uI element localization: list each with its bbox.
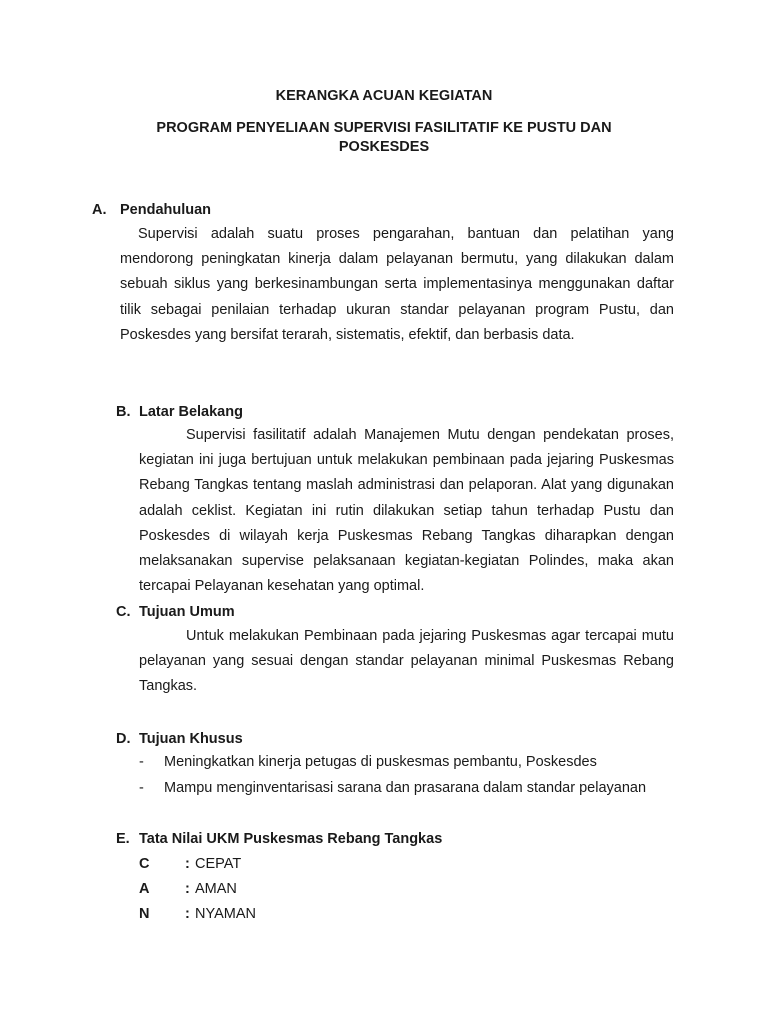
value-separator: :: [185, 906, 190, 922]
value-separator: :: [185, 881, 190, 897]
value-key: N: [139, 906, 150, 922]
section-c-title: Tujuan Umum: [139, 604, 235, 620]
value-separator: :: [185, 856, 190, 872]
section-c-paragraph: [139, 624, 674, 700]
section-d-heading: [116, 730, 243, 748]
section-c-heading: [116, 603, 235, 621]
section-d-title: Tujuan Khusus: [139, 731, 243, 747]
list-item: [139, 750, 674, 776]
section-e-heading: [116, 830, 442, 848]
section-a-title: Pendahuluan: [120, 202, 212, 218]
section-a-letter: A.: [92, 202, 107, 218]
value-text: AMAN: [195, 881, 237, 897]
section-b-letter: B.: [116, 404, 131, 420]
list-item-text: Meningkatkan kinerja petugas di puskesmas pembantu, Poskesdes: [164, 754, 597, 770]
value-text: CEPAT: [195, 856, 242, 872]
section-b-paragraph: [139, 423, 674, 599]
section-b-heading: [116, 403, 243, 421]
value-text: NYAMAN: [195, 906, 256, 922]
document-subtitle: PROGRAM PENYELIAAN SUPERVISI FASILITATIF KE PUSTU DAN POSKESDES: [156, 120, 612, 155]
section-c-body: Untuk melakukan Pembinaan pada jejaring Puskesmas agar tercapai mutu pelayanan yang sesuai dengan standar pelayanan minimal Puskesmas Rebang Tangkas.: [139, 628, 674, 695]
document-title: KERANGKA ACUAN KEGIATAN: [275, 88, 493, 104]
section-d-letter: D.: [116, 731, 131, 747]
section-c-letter: C.: [116, 604, 131, 620]
section-a-heading: [92, 201, 211, 219]
list-item-dash: -: [139, 780, 144, 796]
value-key: A: [139, 881, 150, 897]
list-item-dash: -: [139, 754, 144, 770]
section-b-title: Latar Belakang: [139, 404, 243, 420]
section-e-letter: E.: [116, 831, 130, 847]
list-item-text: Mampu menginventarisasi sarana dan prasarana dalam standar pelayanan: [164, 780, 647, 796]
value-key: C: [139, 856, 150, 872]
section-b-body: Supervisi fasilitatif adalah Manajemen Mutu dengan pendekatan proses, kegiatan ini juga bertujuan untuk melakukan pembinaan pada jejaring Puskesmas Rebang Tangkas tentang maslah administrasi dan pelaporan. Alat yang digunakan adalah ceklist. Kegiatan ini rutin dilakukan setiap tahun terhadap Pustu dan Poskesdes di wilayah kerja Puskesmas Rebang Tangkas diharapkan dengan melaksanakan supervise pelaksanaan kegiatan-kegiatan Polindes, maka akan tercapai Pelayanan kesehatan yang optimal.: [139, 427, 674, 595]
section-a-body: Supervisi adalah suatu proses pengarahan, bantuan dan pelatihan yang mendorong peningkatan kinerja dalam pelayanan bermutu, yang dilakukan dalam sebuah siklus yang berkesinambungan serta implementasinya menggunakan daftar tilik sebagai penilaian terhadap ukuran standar pelayanan program Pustu, dan Poskesdes yang bersifat terarah, sistematis, efektif, dan berbasis data.: [120, 226, 674, 343]
section-a-paragraph: [120, 222, 674, 348]
list-item: [139, 776, 674, 828]
section-e-title: Tata Nilai UKM Puskesmas Rebang Tangkas: [139, 831, 443, 847]
